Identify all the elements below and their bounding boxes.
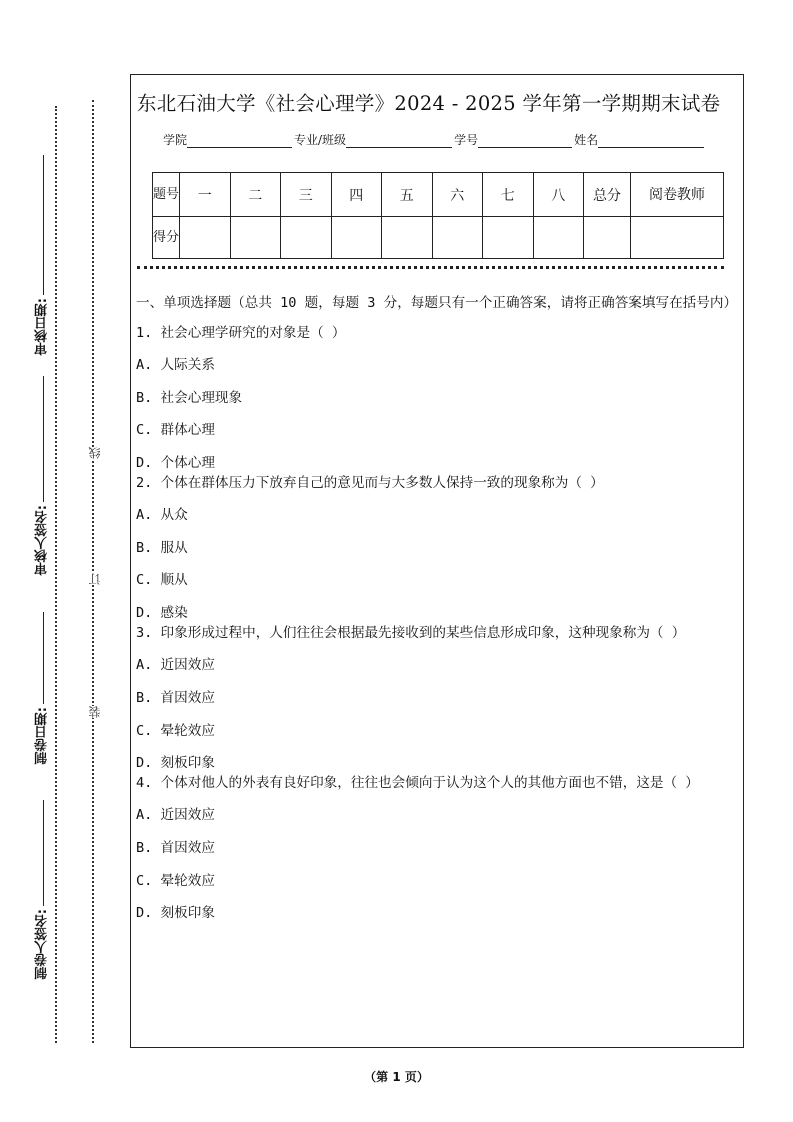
binding-char-line: 线 [88, 447, 102, 459]
question-4 [136, 773, 742, 923]
score-cell[interactable] [483, 217, 534, 259]
binding-dotted-line-outer [55, 106, 57, 1043]
score-col-1: 一 [180, 173, 231, 217]
score-col-2: 二 [230, 173, 281, 217]
score-col-6: 六 [432, 173, 483, 217]
option-b: B. 社会心理现象 [136, 389, 243, 406]
section1-title: 一、单项选择题（总共 10 题，每题 3 分，每题只有一个正确答案，请将正确答案填写在括号内） [136, 295, 738, 311]
review-date-label: 审核日期: [35, 298, 50, 356]
review-date-line [43, 155, 44, 295]
student-id-field[interactable] [478, 133, 572, 148]
binding-char-ding: 订 [88, 573, 102, 585]
option-a: A. 近因效应 [136, 807, 215, 824]
score-col-3: 三 [281, 173, 332, 217]
section-divider [137, 266, 724, 269]
question-2 [136, 473, 742, 623]
score-col-grader: 阅卷教师 [631, 173, 724, 217]
option-d: D. 个体心理 [136, 455, 215, 472]
score-table-row1-label: 题号 [153, 173, 180, 217]
score-cell[interactable] [631, 217, 724, 259]
option-d: D. 感染 [136, 605, 188, 622]
option-c: C. 晕轮效应 [136, 872, 215, 889]
score-cell[interactable] [432, 217, 483, 259]
option-a: A. 从众 [136, 507, 188, 524]
score-table-row2-label: 得分 [153, 217, 180, 259]
question-1 [136, 323, 742, 473]
score-cell[interactable] [281, 217, 332, 259]
score-col-8: 八 [533, 173, 584, 217]
option-c: C. 顺从 [136, 572, 188, 589]
score-cell[interactable] [533, 217, 584, 259]
paper-date-line [43, 612, 44, 704]
name-label: 姓名 [574, 133, 599, 147]
option-d: D. 刻板印象 [136, 905, 215, 922]
option-c: C. 晕轮效应 [136, 722, 215, 739]
score-cell[interactable] [382, 217, 433, 259]
score-col-4: 四 [331, 173, 382, 217]
reviewer-signature-label: 审核人签名: [35, 505, 50, 576]
question-3 [136, 623, 742, 773]
paper-maker-signature-line [43, 800, 44, 906]
option-c: C. 群体心理 [136, 422, 215, 439]
paper-maker-signature-label: 制卷人签名: [35, 909, 50, 980]
option-a: A. 近因效应 [136, 657, 215, 674]
score-col-total: 总分 [584, 173, 631, 217]
score-cell[interactable] [180, 217, 231, 259]
binding-char-zhuang: 装 [88, 706, 102, 718]
college-field[interactable] [187, 133, 292, 148]
score-table [152, 172, 724, 259]
question-stem: 4. 个体对他人的外表有良好印象，往往也会倾向于认为这个人的其他方面也不错，这是（ ） [136, 775, 699, 792]
score-cell[interactable] [331, 217, 382, 259]
score-col-7: 七 [483, 173, 534, 217]
option-a: A. 人际关系 [136, 357, 215, 373]
student-id-label: 学号 [454, 133, 479, 147]
major-label: 专业/班级 [294, 133, 347, 147]
name-field[interactable] [598, 133, 704, 148]
college-label: 学院 [163, 133, 188, 147]
major-field[interactable] [346, 133, 452, 148]
question-stem: 2. 个体在群体压力下放弃自己的意见而与大多数人保持一致的现象称为（ ） [136, 475, 604, 492]
section1 [136, 293, 742, 923]
option-b: B. 服从 [136, 539, 188, 556]
score-col-5: 五 [382, 173, 433, 217]
student-info-row [163, 131, 706, 148]
exam-title: 东北石油大学《社会心理学》2024 - 2025 学年第一学期期末试卷 [137, 92, 721, 115]
binding-dotted-line-inner [92, 100, 94, 1043]
reviewer-signature-line [43, 376, 44, 502]
option-d: D. 刻板印象 [136, 755, 215, 772]
score-cell[interactable] [584, 217, 631, 259]
score-cell[interactable] [230, 217, 281, 259]
page-number: （第 1 页） [364, 1070, 429, 1084]
option-b: B. 首因效应 [136, 839, 215, 856]
question-stem: 3. 印象形成过程中，人们往往会根据最先接收到的某些信息形成印象，这种现象称为（ ） [136, 625, 686, 642]
option-b: B. 首因效应 [136, 689, 215, 706]
question-stem: 1. 社会心理学研究的对象是（ ） [136, 325, 346, 341]
paper-date-label: 制卷日期: [35, 707, 50, 765]
